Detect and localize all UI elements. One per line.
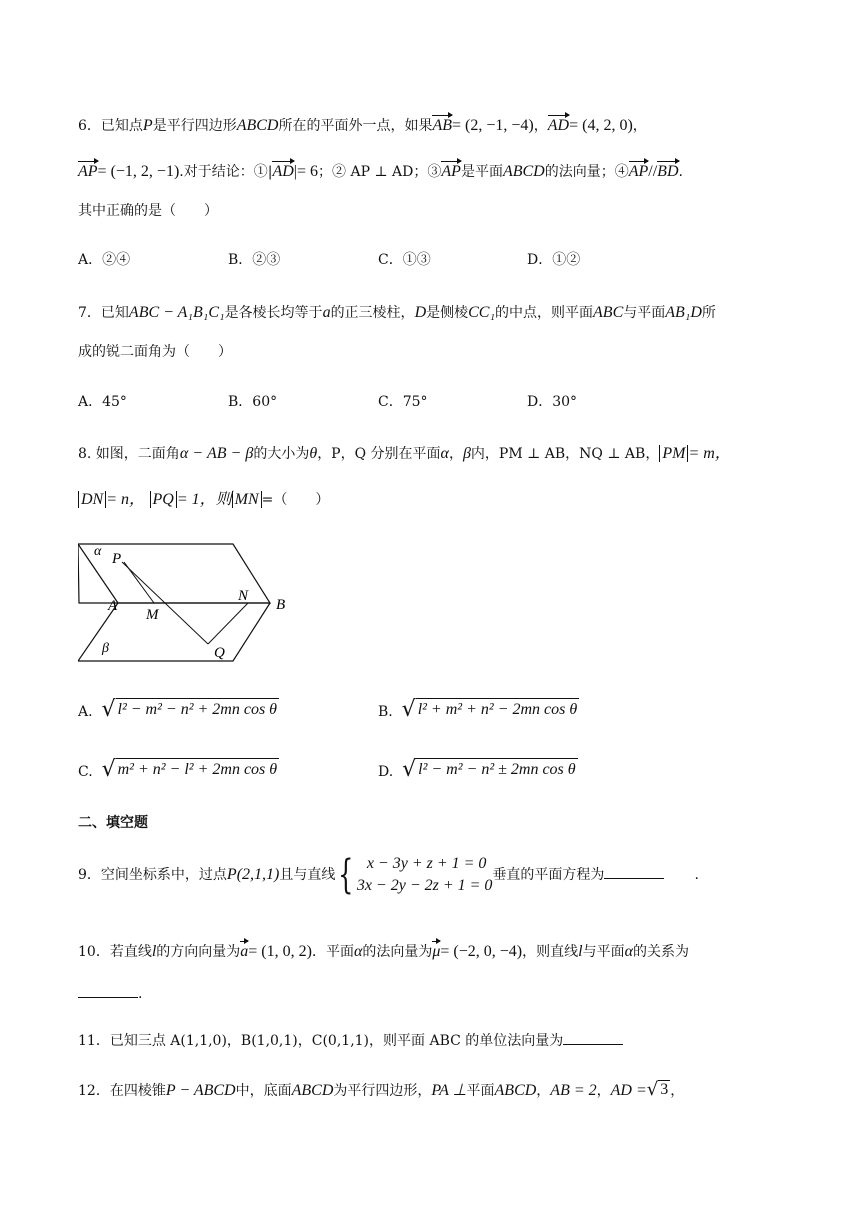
q12-text: ， — [670, 1083, 685, 1099]
q10-a-value: = (1, 0, 2) — [248, 943, 312, 960]
q7-option-c: C．75° — [378, 394, 428, 410]
q8-angle: α − AB − β — [179, 445, 254, 462]
q8-line2 — [78, 490, 790, 510]
q12-sqrt3: 3 — [660, 1081, 669, 1098]
q6-text: . — [678, 164, 683, 180]
q6-line1 — [78, 116, 790, 136]
q10-line2 — [78, 983, 790, 1004]
q6-comma: ， — [533, 118, 548, 134]
q7-text: 的正三棱柱， — [330, 305, 415, 321]
q8-text: =（ ） — [261, 492, 330, 508]
q12-text: 为平行四边形， — [333, 1083, 432, 1099]
q10-text: 10．若直线 — [78, 944, 152, 960]
q6-abcd: ABCD — [236, 117, 279, 134]
q7-a: a — [322, 304, 331, 321]
q9-eq1: x − 3y + z + 1 = 0 — [366, 855, 487, 872]
label-m: M — [146, 607, 159, 623]
label-alpha: α — [94, 544, 102, 559]
q6-line2 — [78, 162, 790, 182]
q12-text: 中，底面 — [235, 1083, 292, 1099]
q6-text: 所在的平面外一点，如果 — [278, 118, 433, 134]
q12-abcd: ABCD — [291, 1082, 334, 1099]
q9-text: 且与直线 — [279, 867, 336, 883]
q12-line — [78, 1080, 790, 1101]
q10-vector-a: a — [240, 943, 249, 960]
q7-ab1d: AB₁D — [665, 304, 702, 321]
q10-text: 的方向向量为 — [156, 944, 241, 960]
q6-option-b: B．②③ — [228, 252, 281, 268]
q8-text: 的大小为 — [253, 446, 310, 462]
sqrt: √ m² + n² − l² + 2mn cos θ — [101, 757, 278, 782]
q9-eq2: 3x − 2y − 2z + 1 = 0 — [356, 877, 493, 894]
q6-ad-abs: |= 6 — [293, 163, 319, 180]
q12-pyramid: P − ABCD — [165, 1082, 236, 1099]
label-beta: β — [102, 641, 109, 656]
q6-text: 的法向量；④ — [544, 164, 629, 180]
option-expr: m² + n² − l² + 2mn cos θ — [116, 758, 280, 781]
label-a: A — [108, 598, 118, 614]
q7-line2: 成的锐二面角为（ ） — [78, 344, 232, 360]
q8-eq-m: = m， — [688, 445, 731, 462]
q6-text: ；② AP ⊥ AD；③ — [318, 164, 442, 180]
q8-text: 8. 如图，二面角 — [78, 446, 180, 462]
q8-text: 内，PM ⊥ AB，NQ ⊥ AB， — [470, 446, 660, 462]
q8-option-c — [78, 758, 279, 782]
q11-blank — [563, 1030, 623, 1045]
q10-text: 的关系为 — [633, 944, 689, 960]
q10-alpha: α — [353, 943, 363, 960]
q6-vector-ap: AP — [628, 163, 649, 180]
q12-text: 12．在四棱锥 — [78, 1083, 166, 1099]
q6-point-p: P — [142, 117, 153, 134]
q7-option-d: D．30° — [527, 394, 578, 410]
q8-alpha: α — [440, 445, 449, 462]
q6-option-c: C．①③ — [378, 252, 431, 268]
option-expr: l² − m² − n² + 2mn cos θ — [116, 698, 280, 721]
q9-line — [78, 853, 790, 897]
q7-text: 与平面 — [623, 305, 666, 321]
q10-line1 — [78, 942, 790, 962]
q6-parallel: // — [648, 163, 658, 180]
label-p: P — [112, 551, 122, 567]
q12-text: 平面 — [466, 1083, 495, 1099]
q12-ad: AD = — [610, 1082, 647, 1099]
q8-option-a — [78, 698, 279, 722]
q8-theta: θ — [309, 445, 318, 462]
q9-point: P(2,1,1) — [226, 866, 280, 883]
q10-text: . — [138, 986, 143, 1002]
q10-text: ．平面 — [311, 944, 354, 960]
q8-text: ， — [448, 446, 463, 462]
q9-text: 垂直的平面方程为 — [492, 867, 605, 883]
section-heading: 二、填空题 — [78, 815, 148, 831]
sqrt: √ l² − m² − n² ± 2mn cos θ — [402, 757, 576, 782]
label-b: B — [276, 597, 286, 613]
q6-line3: 其中正确的是（ ） — [78, 203, 218, 219]
option-expr: l² + m² + n² − 2mn cos θ — [416, 698, 580, 721]
q12-pa: PA ⊥ — [431, 1082, 467, 1099]
q7-text: 7．已知 — [78, 305, 129, 321]
q6-vector-bd: BD — [657, 163, 679, 180]
q6-text: .对于结论：①| — [179, 164, 273, 180]
q8-mn: MN — [232, 491, 262, 508]
dihedral-angle-figure — [78, 540, 300, 664]
q8-pq: PQ — [150, 491, 177, 508]
q12-text: ， — [536, 1083, 551, 1099]
q7-text: 是侧棱 — [426, 305, 469, 321]
q12-ab: AB = 2 — [550, 1082, 597, 1099]
label-q: Q — [214, 645, 225, 661]
q6-abcd: ABCD — [502, 163, 545, 180]
q6-vector-ad: AD — [547, 117, 570, 134]
q6-ad-value: = (4, 2, 0) — [569, 117, 633, 134]
sqrt: √ l² − m² − n² + 2mn cos θ — [101, 697, 278, 722]
option-label: D. — [378, 764, 394, 780]
q7-abc: ABC — [593, 304, 624, 321]
q7-text: 是各棱长均等于 — [224, 305, 323, 321]
q8-text: ，P，Q 分别在平面 — [317, 446, 441, 462]
q7-text: 的中点，则平面 — [495, 305, 594, 321]
q8-option-d — [378, 758, 578, 782]
q8-eq-n: = n， — [106, 491, 146, 508]
q9-text: 9．空间坐标系中，过点 — [78, 867, 227, 883]
option-expr: l² − m² − n² ± 2mn cos θ — [416, 758, 578, 781]
q9-text: . — [694, 867, 699, 883]
q10-text: 的法向量为 — [362, 944, 433, 960]
q8-beta: β — [462, 445, 471, 462]
q8-option-b — [378, 698, 579, 722]
q6-option-a: A．②④ — [78, 252, 131, 268]
q7-d: D — [414, 304, 427, 321]
q7-prism: ABC − A₁B₁C₁ — [128, 304, 225, 321]
q6-vector-ap: AP — [441, 163, 461, 180]
q7-option-a: A．45° — [78, 394, 127, 410]
q11-line — [78, 1030, 790, 1051]
q6-text: 是平面 — [460, 164, 503, 180]
q6-vector-ap: AP — [78, 163, 98, 180]
q12-text: ， — [596, 1083, 611, 1099]
q10-l: l — [578, 943, 583, 960]
q10-mu-value: = (−2, 0, −4) — [440, 943, 523, 960]
q6-vector-ad: AD — [272, 163, 294, 180]
q7-text: 所 — [701, 305, 716, 321]
q12-abcd: ABCD — [494, 1082, 537, 1099]
option-label: C. — [78, 764, 93, 780]
q10-alpha: α — [624, 943, 633, 960]
q9-blank — [604, 864, 664, 879]
q6-vector-ab: AB — [432, 117, 453, 134]
q9-system: { x − 3y + z + 1 = 0 3x − 2y − 2z + 1 = 0 — [338, 852, 493, 898]
q6-comma: ， — [632, 118, 647, 134]
q10-blank — [78, 983, 138, 998]
label-n: N — [238, 588, 249, 604]
q8-line1 — [78, 444, 790, 464]
q10-vector-mu: μ — [432, 943, 441, 960]
q11-text: 11．已知三点 A(1,1,0)，B(1,0,1)，C(0,1,1)，则平面 ABC 的单位法向量为 — [78, 1033, 564, 1049]
q8-pm: PM — [659, 445, 688, 462]
segment-nq — [208, 603, 248, 644]
q7-line1 — [78, 303, 790, 323]
q10-text: 与平面 — [582, 944, 625, 960]
q7-cc1: CC₁ — [468, 304, 496, 321]
q6-text: 是平行四边形 — [152, 118, 237, 134]
option-label: B. — [378, 704, 393, 720]
q7-option-b: B．60° — [228, 394, 278, 410]
q6-text: 6．已知点 — [78, 118, 143, 134]
q8-dn: DN — [78, 491, 106, 508]
q6-ap-value: = (−1, 2, −1) — [97, 163, 180, 180]
q6-ab-value: = (2, −1, −4) — [452, 117, 534, 134]
sqrt: √ 3 — [646, 1079, 669, 1100]
sqrt: √ l² + m² + n² − 2mn cos θ — [401, 697, 578, 722]
q6-option-d: D．①② — [527, 252, 581, 268]
q8-eq-1: = 1，则 — [176, 491, 232, 508]
option-label: A. — [78, 704, 93, 720]
q10-text: ，则直线 — [522, 944, 579, 960]
q10-l: l — [151, 943, 157, 960]
